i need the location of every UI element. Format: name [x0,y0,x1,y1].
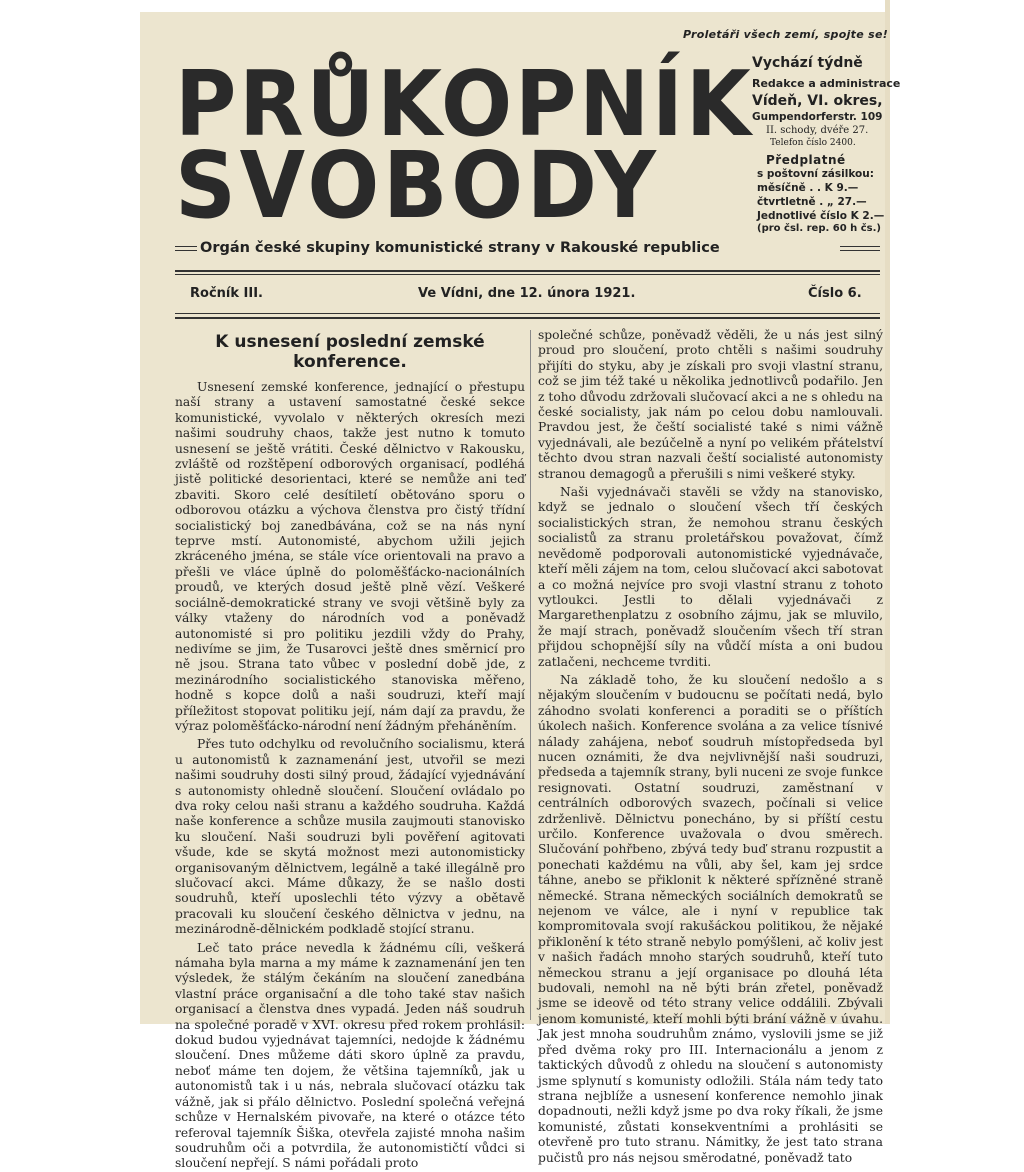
issue-rule-bottom-2 [175,317,880,319]
paragraph: Přes tuto odchylku od revolučního socialismu, která u autonomistů k zaznamenání jest, utvořil se mezi našimi soudruhy dosti silný proud, žádající vyjednávání s autonomisty ohledně sloučení. Sloučení ovládalo po dva roky celou naši stranu a každého soudruha. Každá naše konference a schůze musila zaujmouti stanovisko ku sloučení. Naši soudruzi byli pověření agitovati všude, kde se skytá možnost mezi autonomisticky organisovaným dělnictvem, legálně a také illegálně pro slučovací akci. Máme důkazy, že se našlo dosti soudruhů, kteří uposlechli této výzvy a obětavě pracovali ku sloučení českého dělnictva v jednu, na mezinárodně-dělnickém podkladě stojící stranu. [175,737,525,937]
masthead-title-line2: SVOBODY [175,132,660,239]
subtitle-rule-right-2 [840,250,880,251]
floor: II. schody, dvéře 27. [766,125,869,136]
motto: Proletáři všech zemí, spojte se! [683,28,889,41]
subtitle-rule-left-2 [175,250,197,251]
price-monthly: měsíčně . . K 9.— [757,182,859,194]
subscription-by-post: s poštovní zásilkou: [757,168,874,180]
issue-date: Ve Vídni, dne 12. února 1921. [418,286,636,301]
price-quarterly: čtvrtletně . „ 27.— [757,196,867,208]
city: Vídeň, VI. okres, [752,93,883,109]
price-single-cs: (pro čsl. rep. 60 h čs.) [757,223,881,234]
issue-number: Číslo 6. [808,286,862,301]
issue-rule-top [175,270,880,272]
editorial-office: Redakce a administrace [752,77,901,90]
phone: Telefon číslo 2400. [770,138,856,148]
article-title: K usnesení poslední zemské konference. [215,332,485,372]
paragraph: Leč tato práce nevedla k žádnému cíli, veškerá námaha byla marna a my máme k zaznamenání jen ten výsledek, že stálým čekáním na sloučení zanedbána vlastní práce organisační a dle toho také stav našich organisací a členstva dnes vypadá. Jeden náš soudruh na společné poradě v XVI. okresu před rokem prohlásil: dokud budou vyjednávat tajemníci, nedojde k žádnému sloučení. Dnes můžeme dáti skoro úplně za pravdu, neboť máme ten dojem, že většina tajemníků, jak u autonomistů tak i u nás, nebrala slučovací otázku tak vážně, jak si přálo dělnictvo. Poslední společná veřejná schůze v Hernalském pivovaře, na které o otázce této referoval tajemník Šiška, otevřela zajisté mnoha našim soudruhům oči a potvrdila, že autonomističtí vůdci si sloučení nepřejí. S námi pořádali proto [175,940,525,1171]
paragraph: Na základě toho, že ku sloučení nedošlo a s nějakým sloučením v budoucnu se počítati nedá, bylo záhodno svolati konferenci a poraditi se o příštích úkolech našich. Konference svolána a za velice tísnivé nálady zahájena, neboť soudruh místopředseda byl nucen oznámiti, že dva nejvlivnější naši soudruzi, předseda a tajemník strany, byli nuceni ze svoje funkce resignovati. Ostatní soudruzi, zaměstnaní v centrálních odborových svazech, počínali si velice zdrženlivě. Dělnictvu ponecháno, by si příští cestu určilo. Konference uvažovala o dvou směrech. Slučování pohřbeno, zbývá tedy buď stranu rozpustit a ponechati každému na vůli, aby šel, kam jej srdce táhne, anebo se přiklonit k některé spřízněné straně německé. Strana německých sociálních demokratů se nejenom ve válce, ale i nyní v republice tak kompromitovala svojí rakušáckou politikou, že nějaké přiklonění k této straně nebylo pomýšleni, ač koliv jest v našich řadách mnoho starých soudruhů, kteří tuto německou stranu a její organisace po dlouhá léta budovali, nemohl na ně býti brán zřetel, poněvadž jsme se ideově od této strany velice oddálili. Zbývali jenom komunisté, kteří mohli býti brání vážně v úvahu. Jak jest mnoha soudruhům známo, vyslovili jsme se již před dvěma roky pro III. Internacionálu a jenom z taktických důvodů z ohledu na sloučení s autonomisty jsme splynutí s komunisty odložili. Stála nám tedy tato strana nejblíže a usnesení konference nemohlo jinak dopadnouti, nežli když jsme po dva roky říkali, že jsme komunisté, zůstati konsekventními a prohlásiti se otevřeně pro tuto stranu. Námitky, že jest tato strana pučistů pro nás nejsou směrodatné, poněvadž tato [538,672,883,1165]
subtitle-rule-right [840,246,880,247]
subtitle-rule-left [175,246,197,247]
column-divider [530,330,531,1020]
paragraph: Usnesení zemské konference, jednající o přestupu naší strany a ustavení samostatné české sekce komunistické, vyvolalo v některých okresích mezi našimi soudruhy chaos, takže jest nutno k tomuto usnesení se ještě vrátiti. České dělnictvo v Rakousku, zvláště od rozštěpení odborových organisací, podléhá jistě politické desorientaci, které se nemůže ani teď zbaviti. Skoro celé desítiletí obětováno sporu o odborovou otázku a výchova členstva pro čistý třídní socialistický boj zanedbávána, což se na nás nyní teprve mstí. Autonomisté, abychom užili jejich zkráceného jména, se stále více orientovali na pravo a přešli ve vláce úplně do poloměšťácko-nacionálních proudů, ve kterých dosud ještě plně vězí. Veškeré sociálně-demokratické strany ve svoji většině byly za války vtaženy do národních vod a poněvadž autonomisté si pro politiku jezdili vždy do Prahy, nedivíme se jim, že Tusarovci ještě dnes směrnicí pro ně jsou. Strana tato vůbec v poslední době jde, z mezinárodního socialistického stanoviska měřeno, hodně s kopce dolů a naši soudruzi, kteří mají příležitost stopovat politiku její, nám dají za pravdu, že výraz poloměšťácko-národní není žádným přeháněním. [175,380,525,733]
page-edge [885,0,890,1024]
price-single: Jednotlivé číslo K 2.— [757,210,885,222]
paragraph: Naši vyjednávači stavěli se vždy na stanovisko, když se jednalo o sloučení všech tří českých socialistických stran, že nemohou stranu českých socialistů za stranu proletářskou považovat, čímž nevědomě podporovali autonomistické vyjednávače, kteří měli zájem na tom, celou slučovací akci sabotovat a co možná nejvíce pro svoji vlastní stranu z tohoto vytloukci. Jestli to dělali vyjednávači z Margarethenplatzu z osobního zájmu, jak se mluvilo, že mají strach, poněvadž sloučením všech tří stran přijdou schopnější síly na vůdčí místa a oni budou zatlačeni, nechceme tvrditi. [538,485,883,669]
issue-rule-bottom [175,313,880,314]
masthead-subtitle: Orgán české skupiny komunistické strany v Rakouské republice [200,240,720,256]
frequency: Vychází týdně [752,55,863,71]
subscription-title: Předplatné [766,153,846,167]
street: Gumpendorferstr. 109 [752,111,883,123]
article-column-1 [175,332,525,1171]
issue-rule-top-2 [175,274,880,275]
masthead-title-line1: PRŮKOPNÍK [175,52,754,157]
article-column-2 [538,328,883,1165]
volume: Ročník III. [190,286,263,301]
paragraph: společné schůze, poněvadž věděli, že u nás jest silný proud pro sloučení, proto chtěli s našimi soudruhy přijíti do styku, aby je získali pro svoji vlastní stranu, což se jim též také u několika jednotlivců podařilo. Jen z toho důvodu zdržovali slučovací akci a ne s ohledu na české socialisty, jak nám po celou dobu namlouvali. Pravdou jest, že čeští socialisté také s nimi vážně vyjednávali, ale bezúčelně a nyní po velikém přátelství těchto dvou stran nazvali čeští socialisté autonomisty stranou demagogů a přerušili s nimi veškeré styky. [538,328,883,481]
